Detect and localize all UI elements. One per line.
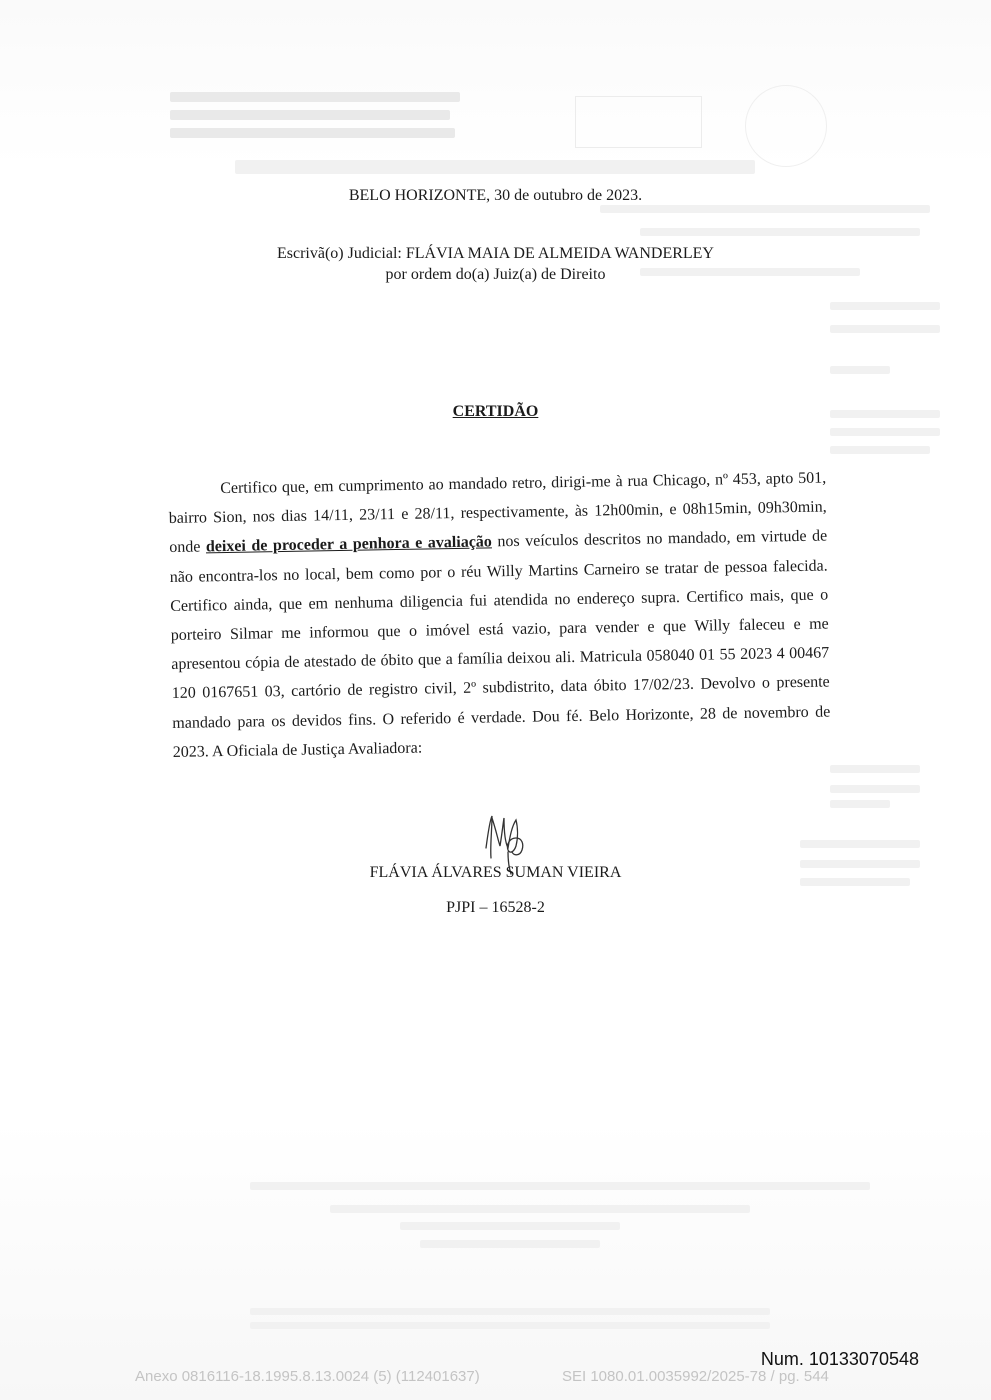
- certificate-title: CERTIDÃO: [452, 403, 539, 420]
- signatory-name: FLÁVIA ÁLVARES SUMAN VIEIRA: [369, 864, 622, 881]
- order-line: por ordem do(a) Juiz(a) de Direito: [385, 266, 606, 283]
- annex-reference: Anexo 0816116-18.1995.8.13.0024 (5) (112401637): [135, 1368, 480, 1385]
- certificate-body: [168, 464, 831, 767]
- body-text-start: Certifico que, em cumprimento ao mandado retro, dirigi-me à rua Chicago, nº 453, apto 501, bairro Sion, nos dias 14/11, 23/11 e 28/11, respectivamente, às 12h00min, e 08h15min, 09h30min, onde: [168, 469, 827, 557]
- body-text-end: nos veículos descritos no mandado, em virtude de não encontra-los no local, bem como por o réu Willy Martins Carneiro se tratar de pessoa falecida. Certifico ainda, que em nenhuma diligencia fui atendida no endereço supra. Certifico mais, que o porteiro Silmar me informou que o imóvel está vazio, para vender e que Willy faleceu e me apresentou cópia de atestado de óbito que a família deixou ali. Matricula 058040 01 55 2023 4 00467 120 0167651 03, cartório de registro civil, 2º subdistrito, data óbito 17/02/23. Devolvo o presente mandado para os devidos fins. O referido é verdade. Dou fé. Belo Horizonte, 28 de novembro de 2023. A Oficiala de Justiça Avaliadora:: [169, 527, 831, 761]
- signatory-registration: PJPI – 16528-2: [446, 899, 545, 916]
- place-date: BELO HORIZONTE, 30 de outubro de 2023.: [348, 187, 643, 204]
- document-number: Num. 10133070548: [760, 1349, 919, 1369]
- clerk-line: Escrivã(o) Judicial: FLÁVIA MAIA DE ALMEIDA WANDERLEY: [277, 245, 714, 262]
- body-text-emphasis: deixei de proceder a penhora e avaliação: [205, 533, 492, 556]
- sei-reference: SEI 1080.01.0035992/2025-78 / pg. 544: [562, 1368, 829, 1385]
